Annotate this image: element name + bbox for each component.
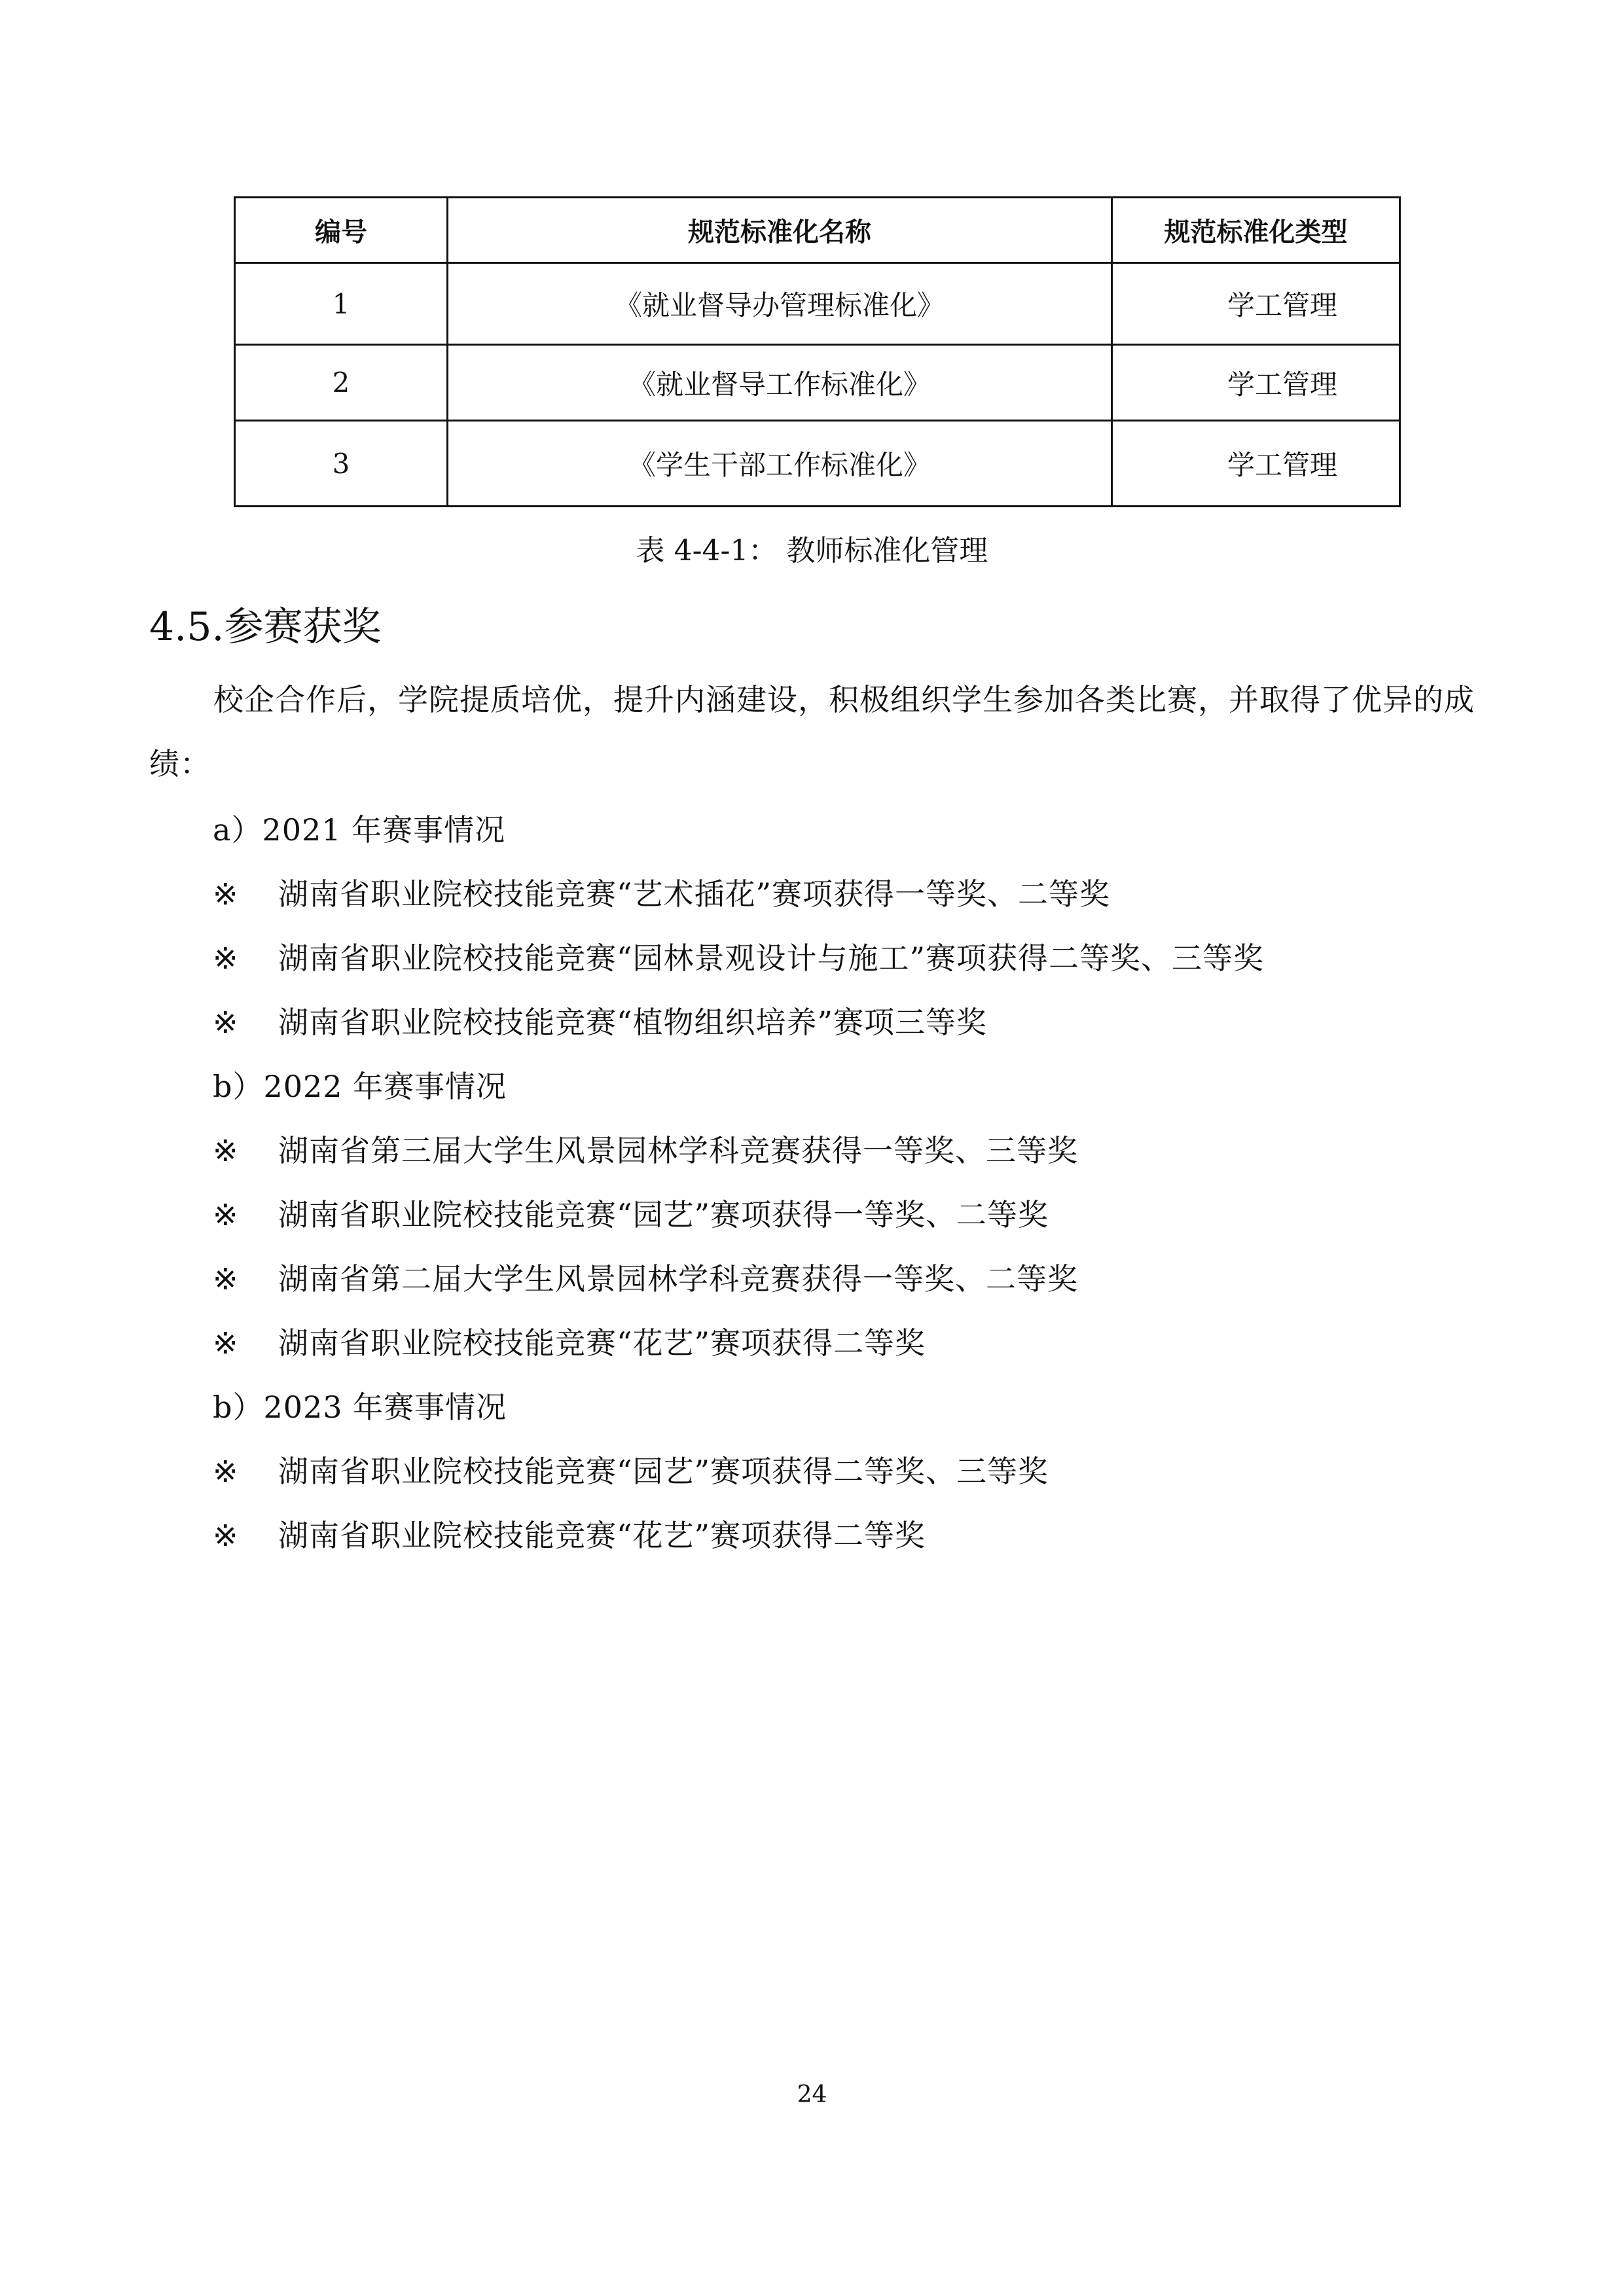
list-item xyxy=(213,870,1110,914)
list-item xyxy=(213,1448,1049,1491)
standardization-table xyxy=(234,196,1401,507)
page-number: 24 xyxy=(797,2081,827,2108)
list-item-text: 湖南省职业院校技能竞赛“花艺”赛项获得二等奖 xyxy=(278,1518,926,1553)
list-item xyxy=(213,1319,926,1363)
list-item xyxy=(213,1255,1078,1299)
list-item-text: 湖南省第三届大学生风景园林学科竞赛获得一等奖、三等奖 xyxy=(278,1133,1078,1168)
list-item-text: 湖南省职业院校技能竞赛“艺术插花”赛项获得一等奖、二等奖 xyxy=(278,876,1111,912)
reference-mark-icon: ※ xyxy=(213,1005,239,1040)
intro-paragraph: 校企合作后，学院提质培优，提升内涵建设，积极组织学生参加各类比赛，并取得了优异的成绩： xyxy=(149,682,1475,781)
table-header-row xyxy=(235,198,1400,263)
cell-type: 学工管理 xyxy=(1112,345,1400,421)
header-name: 规范标准化名称 xyxy=(448,198,1112,263)
list-item-text: 湖南省职业院校技能竞赛“园艺”赛项获得一等奖、二等奖 xyxy=(278,1197,1049,1232)
cell-number: 3 xyxy=(235,421,448,507)
table-row xyxy=(235,421,1400,507)
list-item xyxy=(213,1191,1049,1234)
reference-mark-icon: ※ xyxy=(213,1454,239,1489)
list-item xyxy=(213,1512,926,1555)
cell-name: 《就业督导工作标准化》 xyxy=(448,345,1112,421)
table-caption: 表 4-4-1： 教师标准化管理 xyxy=(636,534,988,567)
reference-mark-icon: ※ xyxy=(213,1518,239,1553)
list-item xyxy=(213,999,987,1042)
list-item-text: 湖南省职业院校技能竞赛“园艺”赛项获得二等奖、三等奖 xyxy=(278,1454,1049,1489)
list-item-text: 湖南省第二届大学生风景园林学科竞赛获得一等奖、二等奖 xyxy=(278,1261,1078,1297)
cell-number: 1 xyxy=(235,263,448,345)
list-item xyxy=(213,1127,1078,1170)
reference-mark-icon: ※ xyxy=(213,941,239,976)
group-heading-2023: b）2023 年赛事情况 xyxy=(213,1390,507,1425)
group-heading-2021: a）2021 年赛事情况 xyxy=(213,812,506,848)
section-title: 4.5.参赛获奖 xyxy=(149,604,382,650)
reference-mark-icon: ※ xyxy=(213,1133,239,1168)
cell-type: 学工管理 xyxy=(1112,263,1400,345)
header-type: 规范标准化类型 xyxy=(1112,198,1400,263)
table-row xyxy=(235,263,1400,345)
reference-mark-icon: ※ xyxy=(213,1197,239,1232)
reference-mark-icon: ※ xyxy=(213,1261,239,1297)
list-item-text: 湖南省职业院校技能竞赛“园林景观设计与施工”赛项获得二等奖、三等奖 xyxy=(278,941,1265,976)
list-item-text: 湖南省职业院校技能竞赛“花艺”赛项获得二等奖 xyxy=(278,1325,926,1361)
group-heading-2022: b）2022 年赛事情况 xyxy=(213,1069,507,1104)
cell-name: 《学生干部工作标准化》 xyxy=(448,421,1112,507)
header-number: 编号 xyxy=(235,198,448,263)
list-item xyxy=(213,935,1264,978)
cell-number: 2 xyxy=(235,345,448,421)
list-item-text: 湖南省职业院校技能竞赛“植物组织培养”赛项三等奖 xyxy=(278,1005,988,1040)
cell-type: 学工管理 xyxy=(1112,421,1400,507)
reference-mark-icon: ※ xyxy=(213,1325,239,1361)
reference-mark-icon: ※ xyxy=(213,876,239,912)
table-row xyxy=(235,345,1400,421)
cell-name: 《就业督导办管理标准化》 xyxy=(448,263,1112,345)
